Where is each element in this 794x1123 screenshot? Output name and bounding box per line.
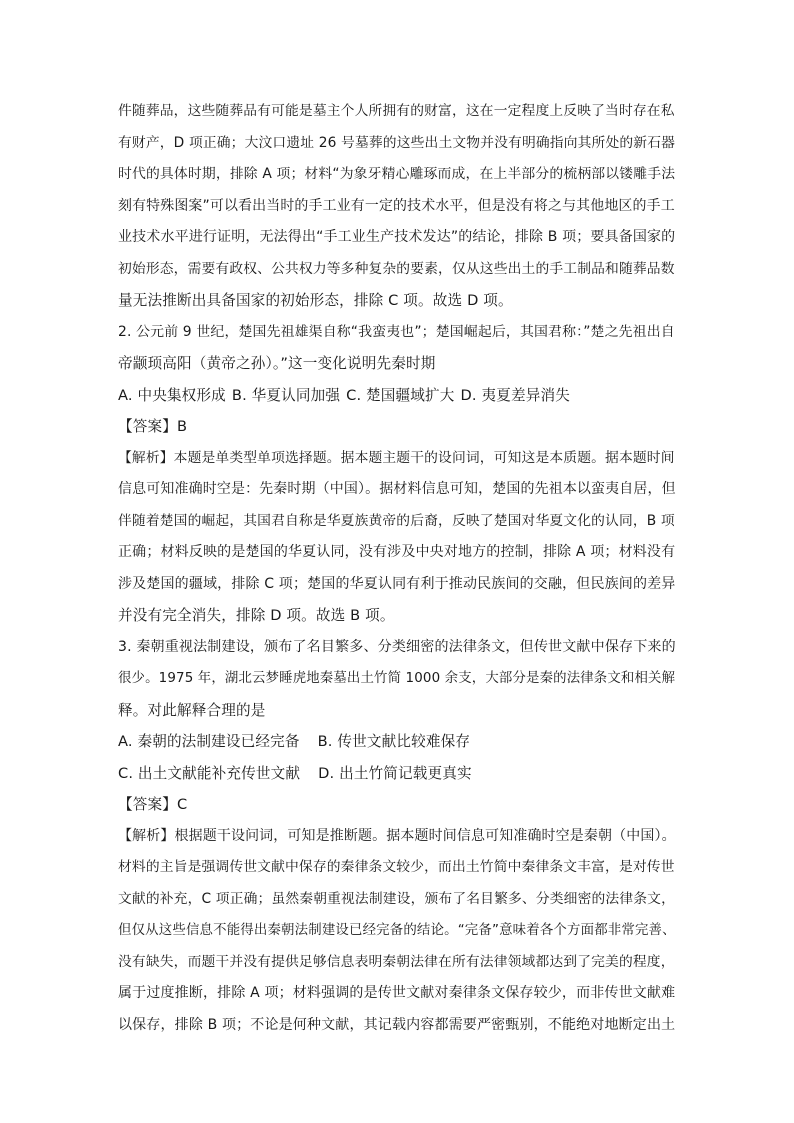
analysis-line: 涉及楚国的疆域，排除 C 项；楚国的华夏认同有利于推动民族间的交融，但民族间的差异 <box>118 575 676 592</box>
options-row <box>118 758 678 790</box>
analysis-line: 但仅从这些信息不能得出秦朝法制建设已经完备的结论。“完备”意味着各个方面都非常完善、 <box>118 923 676 938</box>
analysis-line: 并没有完全消失，排除 D 项。故选 B 项。 <box>118 607 395 624</box>
text-line: 量无法推断出具备国家的初始形态，排除 C 项。故选 D 项。 <box>118 292 513 309</box>
question-stem-line: 释。对此解释合理的是 <box>118 701 266 719</box>
options-row <box>118 380 678 412</box>
option-a: A. 秦朝的法制建设已经完备 <box>118 733 300 750</box>
question-stem-line: 很少。1975 年，湖北云梦睡虎地秦墓出土竹简 1000 余支，大部分是秦的法律条文和相关解 <box>118 671 676 686</box>
question-2 <box>118 317 678 632</box>
analysis-line: 属于过度推断，排除 A 项；材料强调的是传世文献对秦律条文保存较少，而非传世文献难 <box>118 985 676 1001</box>
option-a: A. 中央集权形成 <box>118 386 226 404</box>
analysis-line: 材料的主旨是强调传世文献中保存的秦律条文较少，而出土竹简中秦律条文丰富，是对传世 <box>118 859 675 875</box>
analysis-line: 没有缺失，而题干并没有提供足够信息表明秦朝法律在所有法律领域都达到了完美的程度， <box>118 953 675 970</box>
analysis-line: 伴随着楚国的崛起，其国君自称是华夏族黄帝的后裔，反映了楚国对华夏文化的认同，B 项 <box>118 512 675 529</box>
options-row <box>118 726 678 758</box>
question-stem-line: 帝颛顼高阳（黄帝之孙）。”这一变化说明先秦时期 <box>118 355 436 372</box>
analysis-line: 以保存，排除 B 项；不论是何种文献，其记载内容都需要严密甄别，不能绝对地断定出土 <box>118 1016 676 1033</box>
document-page <box>118 96 678 1041</box>
analysis-line: 【解析】根据题干设问词，可知是推断题。据本题时间信息可知准确时空是秦朝（中国）。 <box>118 827 676 844</box>
text-line: 业技术水平进行证明，无法得出“手工业生产技术发达”的结论，排除 B 项；要具备国家的 <box>118 229 676 245</box>
text-line: 有财产，D 项正确；大汶口遗址 26 号墓葬的这些出土文物并没有明确指向其所处的新石器 <box>118 134 676 151</box>
option-c: C. 出土文献能补充传世文献 <box>118 764 301 782</box>
question-3 <box>118 632 678 1042</box>
question-stem-line: 3. 秦朝重视法制建设，颁布了名目繁多、分类细密的法律条文，但传世文献中保存下来的 <box>118 638 676 655</box>
text-line: 时代的具体时期，排除 A 项；材料“为象牙精心雕琢而成，在上半部分的梳柄部以镂雕手法 <box>118 166 676 182</box>
answer-line: 【答案】C <box>118 796 188 813</box>
option-b: B. 华夏认同加强 <box>231 386 341 404</box>
option-c: C. 楚国疆域扩大 <box>346 386 455 404</box>
analysis-line: 文献的补充，C 项正确；虽然秦朝重视法制建设，颁布了名目繁多、分类细密的法律条文， <box>118 890 675 907</box>
question-stem-line: 2. 公元前 9 世纪，楚国先祖雄渠自称“我蛮夷也”；楚国崛起后，其国君称：”楚之先祖出自 <box>118 323 675 340</box>
answer-line: 【答案】B <box>118 418 188 435</box>
analysis-line: 【解析】本题是单类型单项选择题。据本题主题干的设问词，可知这是本质题。据本题时间 <box>118 449 675 466</box>
analysis-line: 信息可知准确时空是：先秦时期（中国）。据材料信息可知，楚国的先祖本以蛮夷自居，但 <box>118 481 676 497</box>
option-b: B. 传世文献比较难保存 <box>317 733 471 750</box>
analysis-line: 正确；材料反映的是楚国的华夏认同，没有涉及中央对地方的控制，排除 A 项；材料没有 <box>118 544 676 560</box>
option-d: D. 夷夏差异消失 <box>460 386 570 404</box>
text-line: 初始形态，需要有政权、公共权力等多种复杂的要素，仅从这些出土的手工制品和随葬品数 <box>118 260 675 277</box>
text-line: 件随葬品，这些随葬品有可能是墓主个人所拥有的财富，这在一定程度上反映了当时存在私 <box>118 103 675 119</box>
text-line: 刻有特殊图案”可以看出当时的手工业有一定的技术水平，但是没有将之与其他地区的手工 <box>118 197 675 214</box>
intro-paragraph <box>118 96 678 317</box>
option-d: D. 出土竹简记载更真实 <box>318 764 472 782</box>
